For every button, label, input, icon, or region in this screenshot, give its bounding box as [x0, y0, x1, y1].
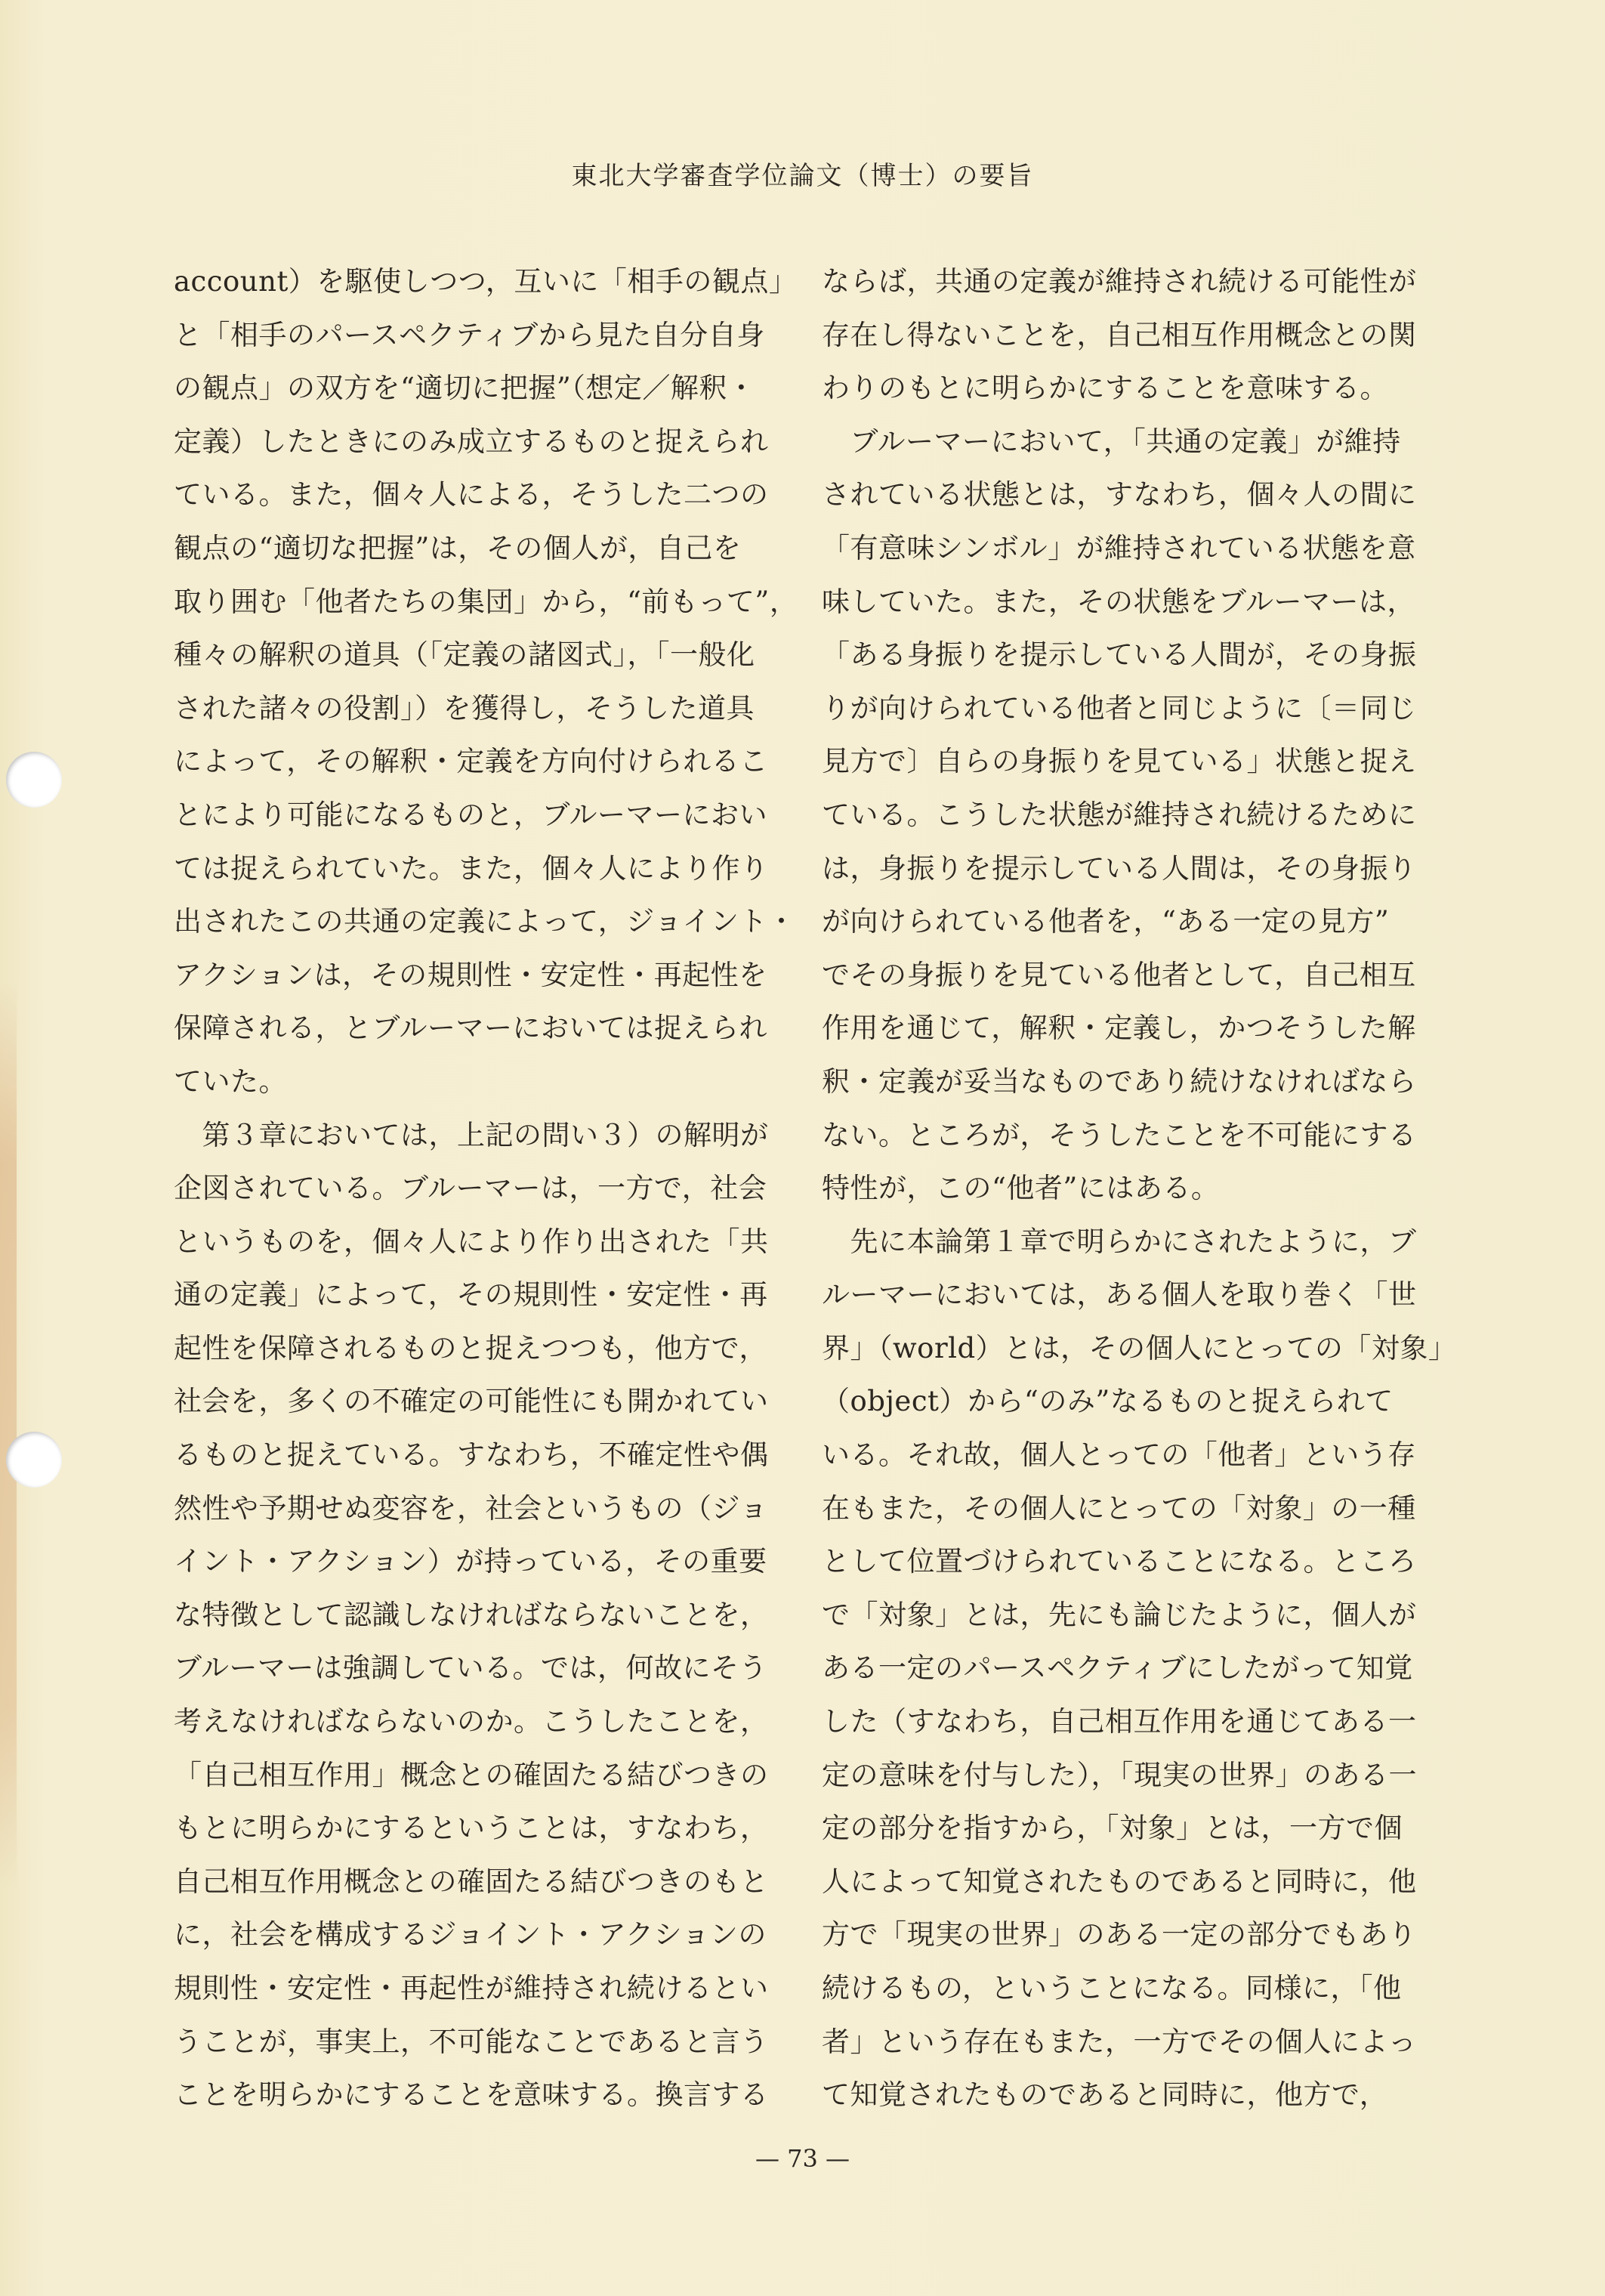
text-line: りが向けられている他者と同じように〔＝同じ — [822, 691, 1417, 725]
text-line: （object）から“のみ”なるものと捉えられて — [822, 1385, 1394, 1418]
text-line: もとに明らかにするということは，すなわち， — [174, 1812, 769, 1845]
text-line: 保障される，とブルーマーにおいては捉えられ — [174, 1012, 768, 1045]
text-line: 第３章においては，上記の問い３）の解明が — [174, 1118, 769, 1151]
text-line: 釈・定義が妥当なものであり続けなければなら — [822, 1065, 1417, 1098]
text-line: 然性や予期せぬ変容を，社会というもの（ジョ — [174, 1491, 768, 1525]
text-line: ない。ところが，そうしたことを不可能にする — [822, 1118, 1417, 1151]
text-line: の観点」の双方を“適切に把握”（想定／解釈・ — [174, 372, 756, 405]
page-number: — 73 — — [755, 2144, 850, 2173]
text-line: 続けるもの，ということになる。同様に，「他 — [822, 1972, 1402, 2004]
text-line: 定の部分を指すから，「対象」とは，一方で個 — [822, 1812, 1403, 1845]
text-line: わりのもとに明らかにすることを意味する。 — [822, 372, 1388, 405]
left-text-column — [174, 255, 798, 2122]
text-line: 出されたこの共通の定義によって，ジョイント・ — [174, 905, 796, 938]
text-line: した（すなわち，自己相互作用を通じてある一 — [822, 1705, 1417, 1738]
text-line: 社会を，多くの不確定の可能性にも開かれてい — [174, 1385, 769, 1418]
text-line: ことを明らかにすることを意味する。換言する — [174, 2078, 769, 2112]
text-line: ブルーマーにおいて，「共通の定義」が維持 — [822, 425, 1401, 458]
text-line: で「対象」とは，先にも論じたように，個人が — [822, 1598, 1417, 1631]
text-line: て知覚されたものであると同時に，他方で， — [822, 2078, 1388, 2112]
page-header-title: 東北大学審査学位論文（博士）の要旨 — [571, 161, 1034, 191]
punch-hole-top — [6, 752, 62, 808]
text-line: ブルーマーは強調している。では，何故にそう — [174, 1652, 768, 1685]
text-line: 定義）したときにのみ成立するものと捉えられ — [174, 425, 769, 458]
text-line: うことが，事実上，不可能なことであると言う — [174, 2025, 769, 2058]
text-line: イント・アクション）が持っている，その重要 — [174, 1545, 767, 1578]
text-line: 作用を通じて，解釈・定義し，かつそうした解 — [822, 1012, 1416, 1045]
edge-stain — [0, 982, 17, 1889]
right-text-column — [822, 255, 1457, 2122]
text-line: は，身振りを提示している人間は，その身振り — [822, 851, 1417, 885]
text-line: 見方で〕自らの身振りを見ている」状態と捉え — [822, 745, 1417, 778]
text-line: 人によって知覚されたものであると同時に，他 — [822, 1865, 1417, 1898]
text-line: ルーマーにおいては，ある個人を取り巻く「世 — [822, 1278, 1417, 1312]
text-line: 方で「現実の世界」のある一定の部分でもあり — [822, 1918, 1417, 1951]
text-line: ている。また，個々人による，そうした二つの — [174, 478, 769, 511]
text-line: ある一定のパースペクティブにしたがって知覚 — [822, 1652, 1413, 1685]
text-line: が向けられている他者を，“ある一定の見方” — [822, 905, 1390, 938]
text-line: された諸々の役割」）を獲得し，そうした道具 — [174, 691, 755, 725]
text-line: 先に本論第１章で明らかにされたように，ブ — [822, 1225, 1417, 1258]
text-line: 取り囲む「他者たちの集団」から，“前もって”， — [174, 585, 798, 618]
text-line: ている。こうした状態が維持され続けるために — [822, 798, 1417, 831]
text-line: に，社会を構成するジョイント・アクションの — [174, 1918, 767, 1951]
text-line: 味していた。また，その状態をブルーマーは， — [822, 585, 1416, 618]
text-line: 規則性・安定性・再起性が維持され続けるとい — [174, 1972, 769, 2004]
text-line: 「ある身振りを提示している人間が，その身振 — [822, 638, 1417, 672]
text-line: 種々の解釈の道具（「定義の諸図式」，「一般化 — [174, 638, 755, 672]
text-line: 起性を保障されるものと捉えつつも，他方で， — [174, 1331, 768, 1364]
text-line: として位置づけられていることになる。ところ — [822, 1545, 1417, 1578]
text-line: 観点の“適切な把握”は，その個人が，自己を — [174, 531, 742, 564]
text-line: 「自己相互作用」概念との確固たる結びつきの — [174, 1758, 769, 1791]
text-line: account）を駆使しつつ，互いに「相手の観点」 — [174, 265, 798, 298]
text-line: るものと捉えている。すなわち，不確定性や偶 — [174, 1438, 769, 1472]
text-line: によって，その解釈・定義を方向付けられるこ — [174, 745, 768, 778]
text-line: 企図されている。ブルーマーは，一方で，社会 — [174, 1172, 767, 1205]
text-line: 定の意味を付与した），「現実の世界」のある一 — [822, 1758, 1417, 1791]
text-line: 「有意味シンボル」が維持されている状態を意 — [822, 531, 1416, 564]
text-line: 界」（world）とは，その個人にとっての「対象」 — [822, 1331, 1457, 1364]
text-line: ていた。 — [174, 1065, 287, 1098]
text-line: アクションは，その規則性・安定性・再起性を — [174, 958, 767, 991]
text-line: ならば，共通の定義が維持され続ける可能性が — [822, 265, 1417, 298]
text-line: 者」という存在もまた，一方でその個人によっ — [822, 2025, 1417, 2058]
punch-hole-bottom — [6, 1432, 62, 1488]
text-line: 在もまた，その個人にとっての「対象」の一種 — [822, 1491, 1416, 1525]
text-line: 自己相互作用概念との確固たる結びつきのもと — [174, 1865, 769, 1898]
text-line: されている状態とは，すなわち，個々人の間に — [822, 478, 1417, 511]
text-line: とにより可能になるものと，ブルーマーにおい — [174, 798, 768, 831]
text-line: 特性が，この“他者”にはある。 — [822, 1172, 1220, 1205]
text-line: と「相手のパースペクティブから見た自分自身 — [174, 318, 765, 351]
text-line: ては捉えられていた。また，個々人により作り — [174, 851, 769, 885]
text-line: 通の定義」によって，その規則性・安定性・再 — [174, 1278, 768, 1312]
text-line: な特徴として認識しなければならないことを， — [174, 1598, 769, 1631]
text-line: 存在し得ないことを，自己相互作用概念との関 — [822, 318, 1417, 351]
text-line: 考えなければならないのか。こうしたことを， — [174, 1705, 769, 1738]
text-line: いる。それ故，個人とっての「他者」という存 — [822, 1438, 1416, 1472]
text-line: でその身振りを見ている他者として，自己相互 — [822, 958, 1416, 991]
text-line: というものを，個々人により作り出された「共 — [174, 1225, 769, 1258]
